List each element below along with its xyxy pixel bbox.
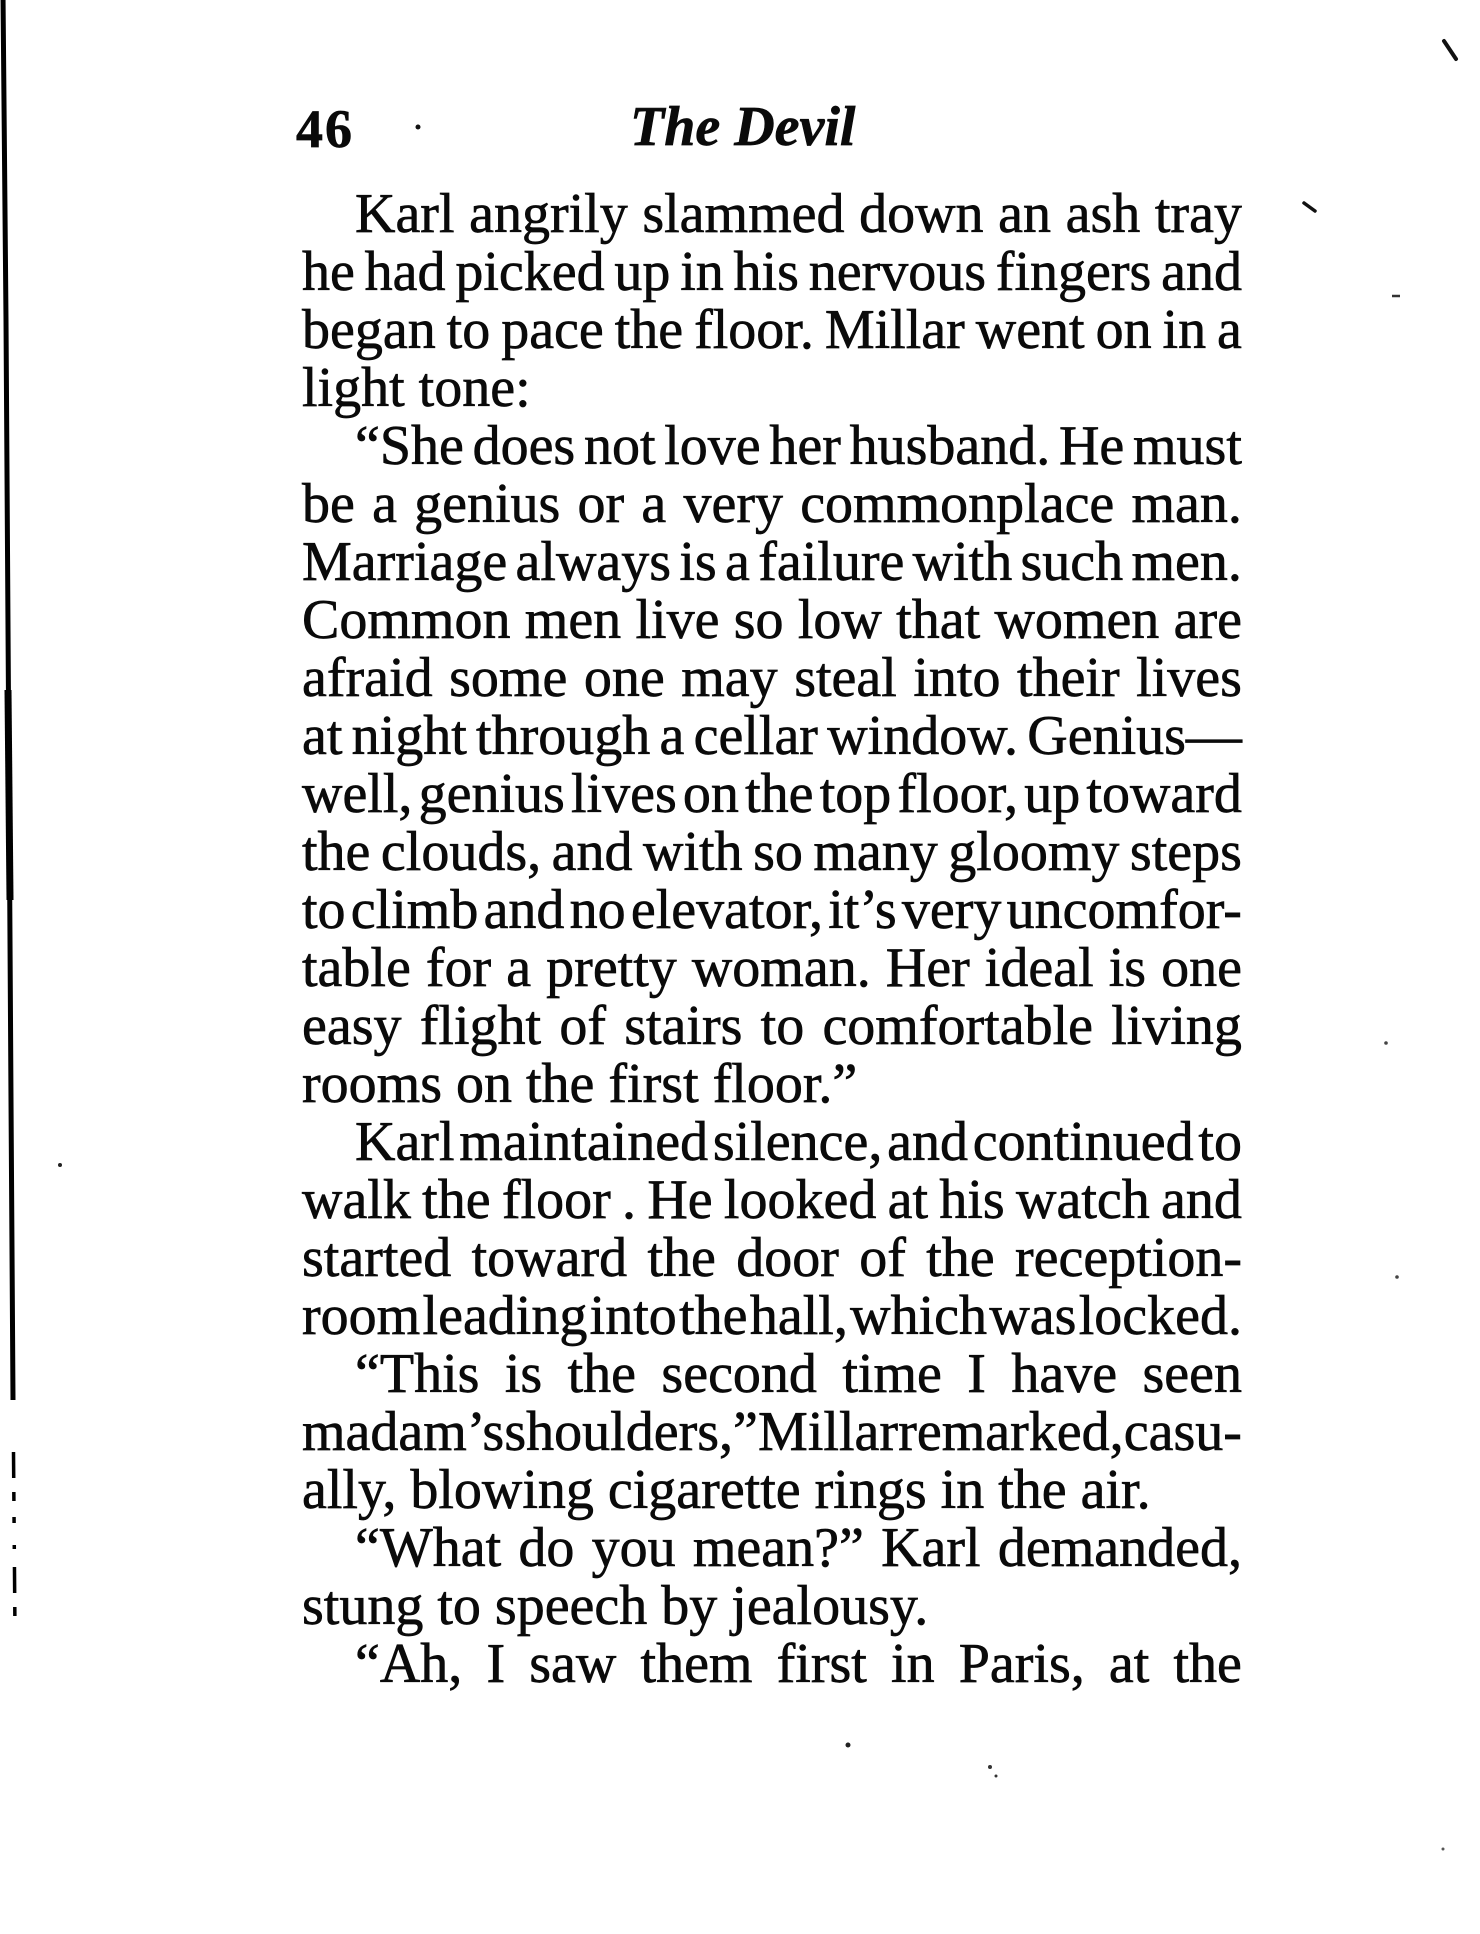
text-line: light tone:: [302, 357, 531, 419]
text-line: madam’s shoulders,” Millar remarked, casu-: [302, 1401, 1242, 1463]
text-line: afraid some one may steal into their lives: [302, 647, 1242, 709]
ink-speck: [58, 1163, 62, 1167]
text-line: easy flight of stairs to comfortable living: [302, 995, 1242, 1057]
text-line: ally, blowing cigarette rings in the air.: [302, 1459, 1151, 1521]
page-number: 46: [296, 99, 354, 159]
ink-speck: [988, 1765, 992, 1769]
left-edge-scan-dashes: [14, 1452, 16, 1632]
text-line: Karl angrily slammed down an ash tray: [355, 183, 1242, 245]
text-line: room leading into the hall, which was locked.: [302, 1285, 1242, 1347]
text-line: started toward the door of the reception-: [302, 1227, 1242, 1289]
ink-speck: [416, 125, 421, 130]
page-text: [302, 185, 1242, 1693]
text-line: well, genius lives on the top floor, up toward: [302, 763, 1242, 825]
grave-speck-mark: [1304, 203, 1315, 211]
pen-tick-mark: [1444, 41, 1456, 59]
text-line: walk the floor . He looked at his watch and: [302, 1169, 1242, 1231]
text-line: “This is the second time I have seen: [355, 1343, 1242, 1405]
text-line: stung to speech by jealousy.: [302, 1575, 929, 1637]
text-line: “She does not love her husband. He must: [355, 415, 1242, 477]
text-line: he had picked up in his nervous fingers and: [302, 241, 1242, 303]
ink-speck: [995, 1775, 998, 1778]
ink-speck: [846, 1743, 851, 1748]
text-line: “Ah, I saw them first in Paris, at the: [355, 1633, 1242, 1695]
text-line: “What do you mean?” Karl demanded,: [355, 1517, 1242, 1579]
text-line: Marriage always is a failure with such men.: [302, 531, 1242, 593]
text-line: began to pace the floor. Millar went on in a: [302, 299, 1242, 361]
ink-speck: [1384, 1041, 1388, 1045]
text-line: to climb and no elevator, it’s very uncomfor-: [302, 879, 1242, 941]
text-line: at night through a cellar window. Genius—: [302, 705, 1242, 767]
left-edge-scan-line-thick: [8, 690, 10, 900]
text-line: table for a pretty woman. Her ideal is one: [302, 937, 1242, 999]
text-line: the clouds, and with so many gloomy steps: [302, 821, 1242, 883]
text-line: be a genius or a very commonplace man.: [302, 473, 1242, 535]
text-line: Common men live so low that women are: [302, 589, 1242, 651]
running-title: The Devil: [630, 96, 856, 158]
ink-speck: [1395, 1275, 1399, 1279]
text-line: Karl maintained silence, and continued to: [355, 1111, 1242, 1173]
text-line: rooms on the first floor.”: [302, 1053, 858, 1115]
ink-speck: [1442, 1848, 1445, 1851]
left-edge-scan-line: [3, 0, 13, 1400]
